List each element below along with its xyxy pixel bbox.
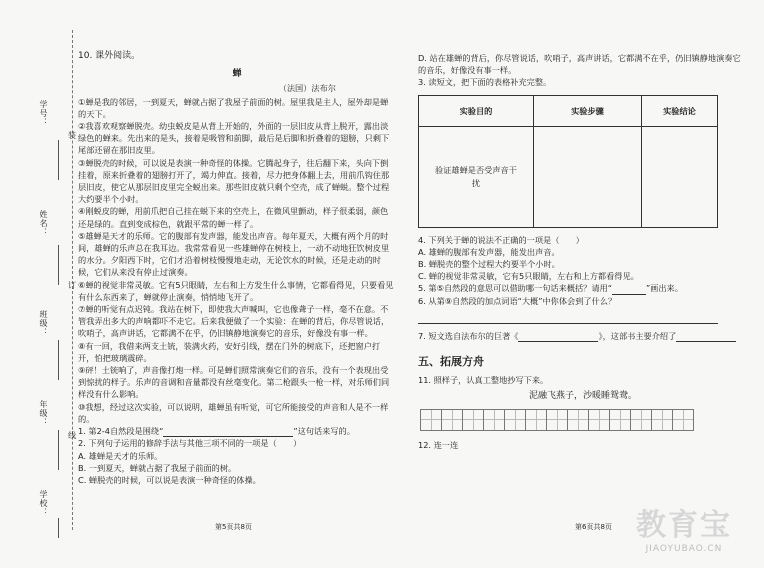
reading-question-title: 10. 课外阅读。 (78, 51, 141, 61)
question-5-tail: ”画出来。 (645, 283, 683, 294)
bind-mark-ding: 订 (68, 281, 76, 290)
question-7-text: 7. 短文选自法布尔的巨著《 (418, 330, 519, 341)
left-page-number: 第5页共8页 (215, 523, 252, 531)
grid-cell[interactable] (609, 409, 631, 431)
passage-paragraph: ④刚蜕皮的蝉，用前爪把自己挂在蜕下来的空壳上，在微风里颤动，样子很柔弱，颜色还是绿的。直到变成棕色，就跟平常的蝉一样了。 (78, 206, 389, 229)
question-4-option-c: C. 蝉的视觉非常灵敏，它有5只眼睛，左右和上方都看得见。 (418, 271, 639, 282)
binding-strip (14, 30, 74, 540)
passage-paragraph: ⑥蝉的视觉非常灵敏。它有5只眼睛，左右和上方发生什么事情，它都看得见，只要看见有什么东西来了，蝉就停止演奏，悄悄地飞开了。 (78, 279, 394, 302)
copy-grid[interactable] (420, 409, 748, 431)
table-header-steps: 实验步骤 (534, 95, 642, 126)
name-label: 姓名： (39, 210, 48, 237)
passage-paragraph: ⑧有一回，我借来两支土铳，装满火药，安好引线，摆在门外的树底下，还把窗户打开，怕把玻璃震碎。 (78, 340, 381, 363)
grid-cell[interactable] (462, 409, 484, 431)
question-4: 4. 下列关于蝉的说法不正确的一项是（ ） (418, 234, 584, 245)
grade-label: 年级： (39, 400, 48, 427)
question-3: 3. 读短文，把下面的表格补充完整。 (418, 77, 552, 88)
class-line (58, 340, 59, 380)
grid-cell[interactable] (651, 409, 673, 431)
passage-title: 蝉 (232, 69, 242, 80)
passage-paragraph: ⑦蝉的听觉有点迟钝。我站在树下，即使我大声喊叫，它也像聋子一样，毫不在意。不管我弄出多大的声响都吓不走它。后来我便做了一个实验：在蝉的背后，你尽管说话，吹哨子，高声讲话，它都满不在乎，仍旧镇静地演奏它的音乐，好像没有事一样。 (78, 304, 390, 339)
bind-mark-xian: 线 (68, 431, 76, 440)
grid-cell[interactable] (588, 409, 610, 431)
question-7-blank-book[interactable] (518, 341, 598, 342)
grade-line (58, 430, 59, 470)
school-line (58, 518, 59, 538)
grid-cell[interactable] (420, 409, 442, 431)
right-page-number: 第6页共8页 (575, 523, 612, 531)
grid-cell[interactable] (567, 409, 589, 431)
grid-cell[interactable] (672, 409, 694, 431)
question-1 (78, 425, 396, 437)
watermark-url: JIAOYUBAO.CN (645, 544, 723, 554)
question-1-tail: ”这句话来写的。 (293, 426, 355, 437)
watermark (636, 500, 732, 554)
question-11: 11. 照样子，认真工整地抄写下来。 (418, 375, 549, 386)
watermark-logo: 教育宝 (636, 508, 732, 543)
question-6: 6. 从第⑨自然段的加点词语“大概”中你体会到了什么？ (418, 295, 617, 306)
question-7 (418, 330, 748, 342)
name-line (58, 245, 59, 285)
question-4-option-b: B. 蝉脱壳的整个过程大约要半个小时。 (418, 259, 560, 270)
passage-paragraph: ②我喜欢观察蝉脱壳。幼虫蜕皮是从背上开始的，外面的一层旧皮从背上脱开，露出淡绿色的蝉来。先出来的是头，接着是吸管和前脚，最后是后脚和折叠着的翅膀，只剩下尾部还留在那旧皮里。 (78, 121, 390, 156)
section-5-title: 五、拓展方舟 (418, 355, 484, 369)
grid-cell[interactable] (483, 409, 505, 431)
grid-cell[interactable] (504, 409, 526, 431)
experiment-table (418, 95, 718, 228)
class-label: 班级： (39, 310, 48, 337)
student-id-label: 学号： (39, 100, 48, 127)
table-header-purpose: 实验目的 (419, 95, 534, 126)
question-5-text: 5. 第⑤自然段的意思可以借助哪一句话来概括？请用“ (418, 283, 612, 294)
question-1-text: 1. 第2-4自然段是围绕“ (78, 426, 164, 437)
school-label: 学校： (39, 490, 48, 517)
question-7-tail: 》，这部书主要介绍了 (598, 330, 677, 341)
table-cell-steps[interactable] (534, 126, 642, 227)
question-2-option-c: C. 蝉脱壳的时候，可以说是表演一种奇怪的体操。 (78, 474, 261, 485)
question-2: 2. 下列句子运用的修辞手法与其他三项不同的一项是（ ） (78, 438, 302, 449)
table-cell-purpose: 验证雄蝉是否受声音干扰 (419, 126, 534, 227)
bind-mark-zhuang: 装 (68, 131, 76, 140)
passage-paragraph: ③蝉脱壳的时候，可以说是表演一种奇怪的体操。它腾起身子，往后翻下来，头向下倒挂着，原来折叠着的翅膀打开了，竭力伸直。接着，尽力把身体翻上去，用前爪钩住那层旧皮，使它从那层旧皮里完全蜕出来。那些旧皮就只剩个空壳，成了蝉蜕。整个过程大约要半个小时。 (78, 157, 390, 205)
question-2-option-b: B. 一到夏天，蝉就占据了我屋子前面的树。 (78, 462, 237, 473)
passage-author: （法国）法布尔 (278, 83, 336, 94)
grid-cell[interactable] (546, 409, 568, 431)
passage-paragraph: ⑨砰！土铳响了，声音像打炮一样。可是蝉们照常演奏它们的音乐，没有一个表现出受到惊扰的样子。乐声的音调和音量都没有丝毫变化。第二枪跟头一枪一样，对乐师们同样没有什么影响。 (78, 365, 390, 400)
table-header-conclusion: 实验结论 (642, 95, 718, 126)
question-5-blank[interactable] (612, 294, 646, 295)
question-11-sample: 泥融飞燕子，沙暖睡鸳鸯。 (528, 391, 637, 402)
grid-cell[interactable] (630, 409, 652, 431)
student-id-line (58, 140, 59, 180)
passage-paragraph: ⑤雄蝉是天才的乐师。它的腹部有发声器，能发出声音。每年夏天，大概有两个月的时间，雄蝉的乐声总在我耳边。我常常看见一些雄蝉停在树枝上，一动不动地狂饮树皮里的水分。夕阳西下时，它们才沿着树枝慢慢地走动，无论饮水的时候，还是走动的时候，它们从来没有停止过演奏。 (78, 230, 390, 278)
question-2-option-d: D. 站在雄蝉的背后，你尽管说话，吹哨子，高声讲话，它都满不在乎，仍旧镇静地演奏它的音乐，好像没有事一样。 (418, 53, 741, 76)
question-6-answer-line[interactable] (418, 311, 718, 324)
left-page (78, 50, 396, 486)
right-page (418, 52, 748, 451)
grid-cell[interactable] (441, 409, 463, 431)
passage-paragraph: ⑩我想，经过这次实验，可以说明，雄蝉虽有听觉，可它所能接受的声音和人是不一样的。 (78, 401, 389, 424)
table-cell-conclusion[interactable] (642, 126, 718, 227)
passage-paragraph: ①蝉是我的邻居，一到夏天，蝉就占据了我屋子前面的树。屋里我是主人，屋外却是蝉的天下。 (78, 96, 389, 119)
question-12: 12. 连一连 (418, 439, 459, 450)
question-2-option-a: A. 雄蝉是天才的乐师。 (78, 450, 163, 461)
question-4-option-a: A. 雄蝉的腹部有发声器，能发出声音。 (418, 246, 560, 257)
question-5 (418, 282, 748, 294)
question-7-blank-content[interactable] (676, 341, 736, 342)
grid-cell[interactable] (525, 409, 547, 431)
